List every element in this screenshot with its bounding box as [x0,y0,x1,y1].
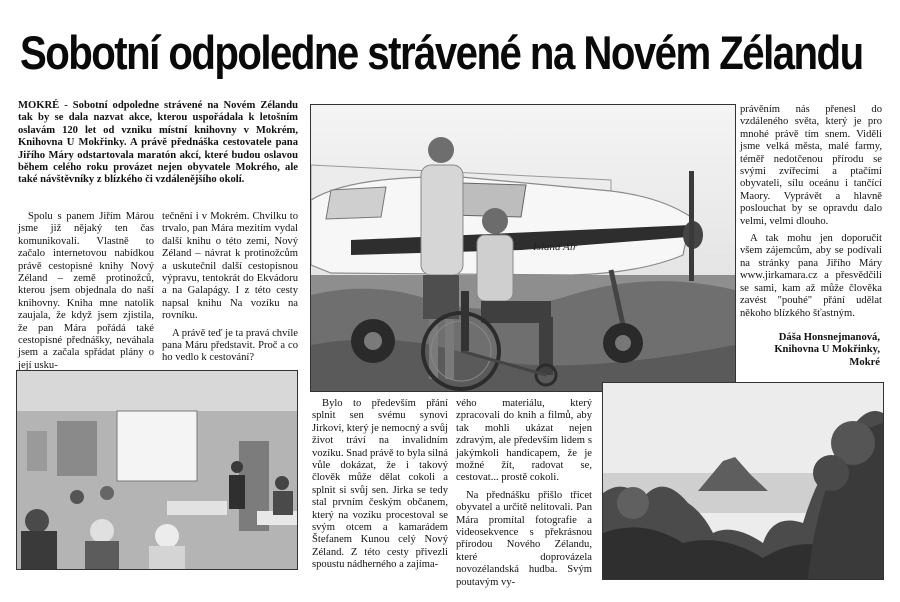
plane-photo-illustration [311,105,735,391]
column4-paragraph-2: Na přednášku přišlo třicet obyvatel a určitě nelitovali. Pan Mára promítal fotografie a videosekvence s překrásnou přírodou Nového Zélandu, které doprovázela novozélandská hudba. Svým poutavým vy- [456,489,592,588]
article-column-4 [456,398,592,589]
signature-organization: Knihovna U Mokřinky, [774,344,880,356]
headline: Sobotní odpoledne strávené na Novém Zélandu [20,26,863,79]
column4-paragraph-1: vého materiálu, který zpracovali do knih a filmů, aby tak mohli ukázat nejen zdravým, ale především lidem s jakýmkoli handicapem, že je možné žít, radovat se, cestovat... prostě cokoli. [456,398,592,484]
lead-label: MOKRÉ [18,100,60,111]
photo-lecture [16,370,298,570]
column2-paragraph-1: tečnění i v Mokrém. Chvilku to trvalo, pan Mára mezitím vydal další knihu o této zemi, Nový Zéland – návrat k protinožcům a uskutečnil další cestopisnou výpravu, tentokrát do Ekvádoru a na Galapágy. I z této cesty napsal knihu Na vozíku na rovníku. [162,211,298,322]
column5-paragraph-2: A tak mohu jen doporučit všem zájemcům, aby se podívali na stránky pana Jiřího Máry www.jirkamara.cz a přesvědčili se sami, kam až může člověka zavést "pouhé" přání udělat někoho blízkého šťastným. [740,233,882,319]
column1-paragraph-1: Spolu s panem Jiřím Márou jsme již nějaký ten čas komunikovali. Vlastně to začalo internetovou nabídkou právě cestopisné knihy Nový Zéland – země protinožců, kterou jsem objednala do naší knihovny. Kniha mne natolik zaujala, že když jsem zjistila, že pan Mára pořádá také cestopisné přednášky, neváhala jsem a začala spřádat plány o její usku- [18,211,154,371]
article-column-1 [18,211,154,372]
lecture-photo-illustration [17,371,297,569]
column2-paragraph-2: A právě teď je ta pravá chvíle pana Máru představit. Proč a co ho vedlo k cestování? [162,327,298,364]
plane-lettering: Island Air [533,241,578,253]
lead-text: - Sobotní odpoledne strávené na Novém Zélandu tak by se dala nazvat akce, kterou uspořádala k letošním oslavám 120 let od vzniku místní knihovny v Mokrém, Knihovna U Mokřinky. A právě přednáška cestovatele pana Jiřího Máry odstartovala maratón akcí, které budou oslavou během celého roku provázet nejen obyvatele Mokrého, ale také návštěvníky z blízkého či vzdálenějšího okolí. [18,100,298,186]
photo-landscape [602,382,884,580]
article-column-3 [312,398,448,572]
column5-paragraph-1: právěním nás přenesl do vzdáleného světa, který je pro mnohé právě tím snem. Viděli jsme velká města, malé farmy, téměř nedotčenou přírodu se svými zvířecími a ptačími obyvateli, sílu oceánu i tančící Maory. Vyprávět a hlavně poslouchat by se opravdu dalo velmi, velmi dlouho. [740,104,882,227]
article-column-5 [740,104,882,320]
column3-paragraph-1: Bylo to především přání splnit sen svému synovi Jirkovi, který je nemocný a svůj život tráví na invalidním vozíku. Snad právě to byla silná vůle dokázat, že i takový člověk může dělat cokoli a splnit si svůj sen. Jirka se tedy stal prvním českým občanem, který na vozíku procestoval se svým otcem a kamarádem Štefanem Kunou celý Nový Zéland. Z této cesty přivezli spoustu nádherného a zajíma- [312,398,448,571]
article-column-2 [162,211,298,365]
signature [740,332,880,369]
signature-name: Dáša Honsnejmanová, [778,332,880,343]
landscape-photo-illustration [603,383,883,579]
lead-paragraph [18,100,298,187]
photo-plane [310,104,736,392]
signature-place: Mokré [849,356,880,368]
